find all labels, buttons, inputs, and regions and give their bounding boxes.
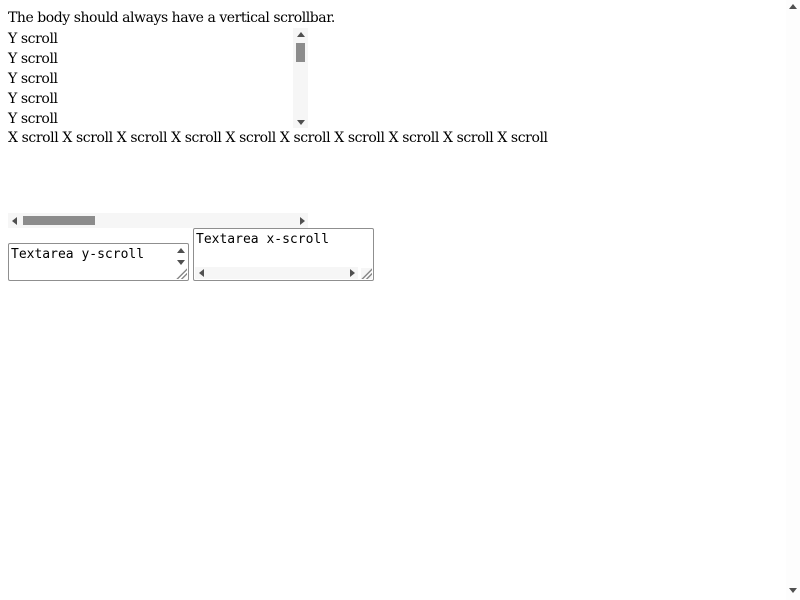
textarea-y-vertical-scrollbar[interactable] (175, 245, 187, 267)
y-scroll-line: Y scroll (8, 31, 58, 47)
x-scroll-thumb[interactable] (23, 216, 95, 225)
resize-grip-icon[interactable] (361, 268, 372, 279)
y-scroll-vertical-scrollbar[interactable] (293, 28, 308, 128)
x-scroll-horizontal-scrollbar[interactable] (8, 213, 308, 228)
resize-grip-icon[interactable] (176, 268, 187, 279)
x-scroll-container[interactable] (8, 128, 548, 228)
textarea-x-value: Textarea x-scroll (196, 232, 330, 247)
y-scroll-line: Y scroll (8, 71, 58, 87)
x-scroll-content: X scroll X scroll X scroll X scroll X scroll X scroll X scroll X scroll X scroll X scroll (8, 130, 548, 146)
scroll-down-arrow-icon[interactable] (293, 116, 308, 128)
scroll-left-arrow-icon[interactable] (8, 213, 20, 228)
scroll-up-arrow-icon[interactable] (293, 28, 308, 40)
y-scroll-thumb[interactable] (296, 43, 305, 62)
scroll-right-arrow-icon[interactable] (296, 213, 308, 228)
textarea-x-horizontal-scrollbar[interactable] (195, 267, 358, 279)
textarea-y-value: Textarea y-scroll (11, 247, 145, 262)
y-scroll-line: Y scroll (8, 91, 58, 107)
scroll-up-arrow-icon[interactable] (175, 245, 187, 255)
scroll-down-arrow-icon[interactable] (786, 584, 800, 596)
textarea-x-scroll[interactable] (193, 228, 374, 281)
y-scroll-line: Y scroll (8, 51, 58, 67)
y-scroll-content (8, 29, 58, 129)
scroll-left-arrow-icon[interactable] (195, 267, 207, 279)
y-scroll-container[interactable] (8, 28, 308, 128)
scroll-up-arrow-icon[interactable] (786, 0, 800, 12)
scroll-right-arrow-icon[interactable] (346, 267, 358, 279)
y-scroll-line: Y scroll (8, 111, 58, 127)
page-vertical-scrollbar[interactable] (786, 0, 800, 600)
scroll-down-arrow-icon[interactable] (175, 257, 187, 267)
body-heading: The body should always have a vertical scrollbar. (8, 10, 335, 26)
textarea-y-scroll[interactable] (8, 243, 189, 281)
